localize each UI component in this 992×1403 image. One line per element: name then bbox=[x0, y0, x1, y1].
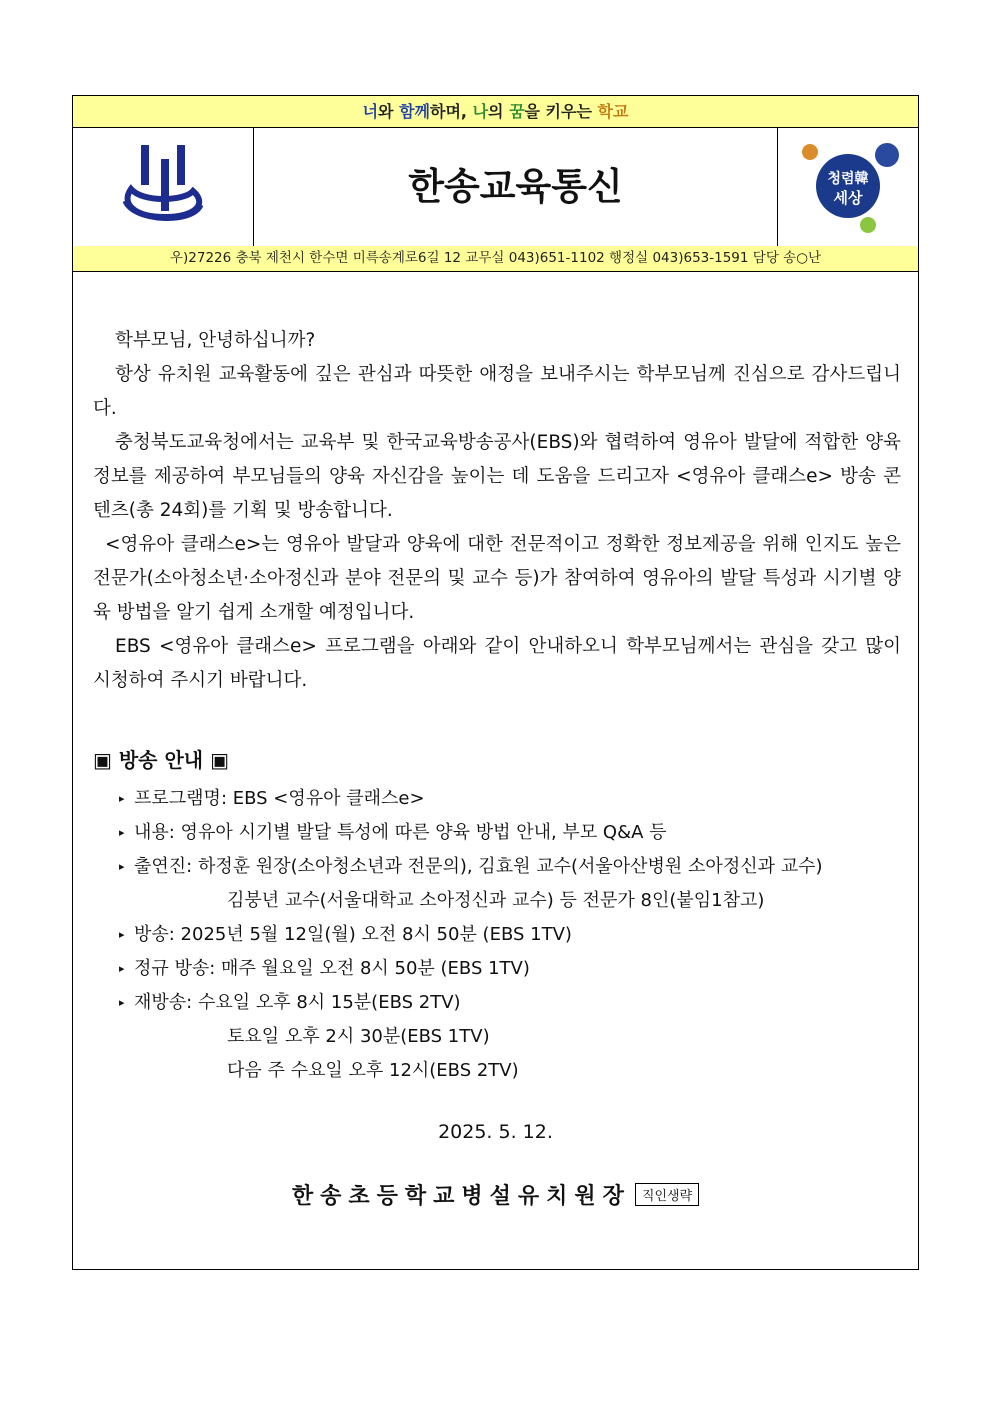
school-address: 우)27226 충북 제천시 한수면 미륵송계로6길 12 교무실 043)651-1102 행정실 043)653-1591 담당 송○난 bbox=[73, 246, 918, 272]
motto-segment: 나 bbox=[472, 102, 489, 121]
broadcast-info-list bbox=[93, 782, 823, 1088]
info-item-text: 내용: 영유아 시기별 발달 특성에 따른 양육 방법 안내, 부모 Q&A 등 bbox=[134, 822, 667, 843]
motto-segment: 학교 bbox=[597, 102, 629, 121]
paragraph-text: 항상 유치원 교육활동에 깊은 관심과 따뜻한 애정을 보내주시는 학부모님께 진심으로 감사드립니다. bbox=[93, 364, 901, 419]
school-logo-cell bbox=[73, 127, 254, 246]
signer bbox=[73, 1179, 918, 1210]
emblem-text-top: 청렴韓 bbox=[827, 171, 869, 187]
paragraph bbox=[93, 324, 901, 358]
newsletter-title: 한송교육통신 bbox=[408, 165, 623, 208]
info-item-text: 정규 방송: 매주 월요일 오전 8시 50분 (EBS 1TV) bbox=[134, 958, 530, 979]
paragraph bbox=[93, 528, 901, 630]
info-item-continuation: 김붕년 교수(서울대학교 소아정신과 교수) 등 전문가 8인(붙임1참고) bbox=[227, 890, 765, 911]
info-item bbox=[93, 850, 823, 884]
seal-omitted-stamp: 직인생략 bbox=[635, 1183, 699, 1206]
info-item-text: 방송: 2025년 5월 12일(월) 오전 8시 50분 (EBS 1TV) bbox=[134, 924, 572, 945]
info-item-text: 출연진: 하정훈 원장(소아청소년과 전문의), 김효원 교수(서울아산병원 소아정신과 교수) bbox=[134, 856, 823, 877]
motto-segment: 꿈 bbox=[509, 102, 525, 121]
motto-segment: 하며, bbox=[430, 102, 473, 121]
info-item-continuation: 다음 주 수요일 오후 12시(EBS 2TV) bbox=[227, 1060, 519, 1081]
bullet-icon: ▸ bbox=[119, 860, 125, 873]
paragraph-text: EBS <영유아 클래스e> 프로그램을 아래와 같이 안내하오니 학부모님께서는 관심을 갖고 많이 시청하여 주시기 바랍니다. bbox=[93, 636, 901, 691]
integrity-emblem-cell bbox=[777, 127, 918, 246]
info-item bbox=[93, 918, 823, 952]
paragraph bbox=[93, 358, 901, 426]
motto-segment: 함께 bbox=[399, 102, 430, 121]
info-item bbox=[93, 816, 823, 850]
newsletter-frame bbox=[72, 95, 919, 1270]
bullet-icon: ▸ bbox=[119, 792, 125, 805]
motto-segment: 와 bbox=[378, 102, 400, 121]
bullet-icon: ▸ bbox=[119, 928, 125, 941]
info-item bbox=[93, 986, 823, 1020]
bullet-icon: ▸ bbox=[119, 962, 125, 975]
school-motto bbox=[73, 96, 918, 128]
issue-date: 2025. 5. 12. bbox=[438, 1121, 553, 1143]
motto-segment: 을 키우는 bbox=[524, 102, 598, 121]
integrity-emblem-icon bbox=[778, 127, 918, 246]
motto-segment: 의 bbox=[488, 102, 510, 121]
signer-name: 한송초등학교병설유치원장 bbox=[291, 1184, 631, 1209]
paragraph-text: <영유아 클래스e>는 영유아 발달과 양육에 대한 전문적이고 정확한 정보제공을 위해 인지도 높은 전문가(소아청소년·소아정신과 분야 전문의 및 교수 등)가 참여하여 영유아의 발달 특성과 시기별 양육 방법을 알기 쉽게 소개할 예정입니다. bbox=[93, 534, 901, 623]
paragraph-text: 학부모님, 안녕하십니까? bbox=[115, 330, 316, 351]
broadcast-section-title: ▣ 방송 안내 ▣ bbox=[93, 748, 229, 772]
emblem-text-bottom: 세상 bbox=[833, 189, 863, 207]
info-item-text: 프로그램명: EBS <영유아 클래스e> bbox=[134, 788, 425, 809]
motto-segment: 너 bbox=[362, 102, 379, 121]
info-item-text: 재방송: 수요일 오후 8시 15분(EBS 2TV) bbox=[134, 992, 461, 1013]
info-item bbox=[93, 782, 823, 816]
paragraph bbox=[93, 630, 901, 698]
letter-body bbox=[93, 324, 901, 698]
info-item bbox=[93, 952, 823, 986]
bullet-icon: ▸ bbox=[119, 826, 125, 839]
info-item-continuation: 토요일 오후 2시 30분(EBS 1TV) bbox=[227, 1026, 490, 1047]
paragraph-text: 충청북도교육청에서는 교육부 및 한국교육방송공사(EBS)와 협력하여 영유아 발달에 적합한 양육 정보를 제공하여 부모님들의 양육 자신감을 높이는 데 도움을 드리고자 <영유아 클래스e> 방송 콘텐츠(총 24회)를 기획 및 방송합니다. bbox=[93, 432, 901, 521]
header bbox=[73, 127, 918, 247]
bullet-icon: ▸ bbox=[119, 996, 125, 1009]
paragraph bbox=[93, 426, 901, 528]
school-logo-icon bbox=[73, 127, 253, 246]
